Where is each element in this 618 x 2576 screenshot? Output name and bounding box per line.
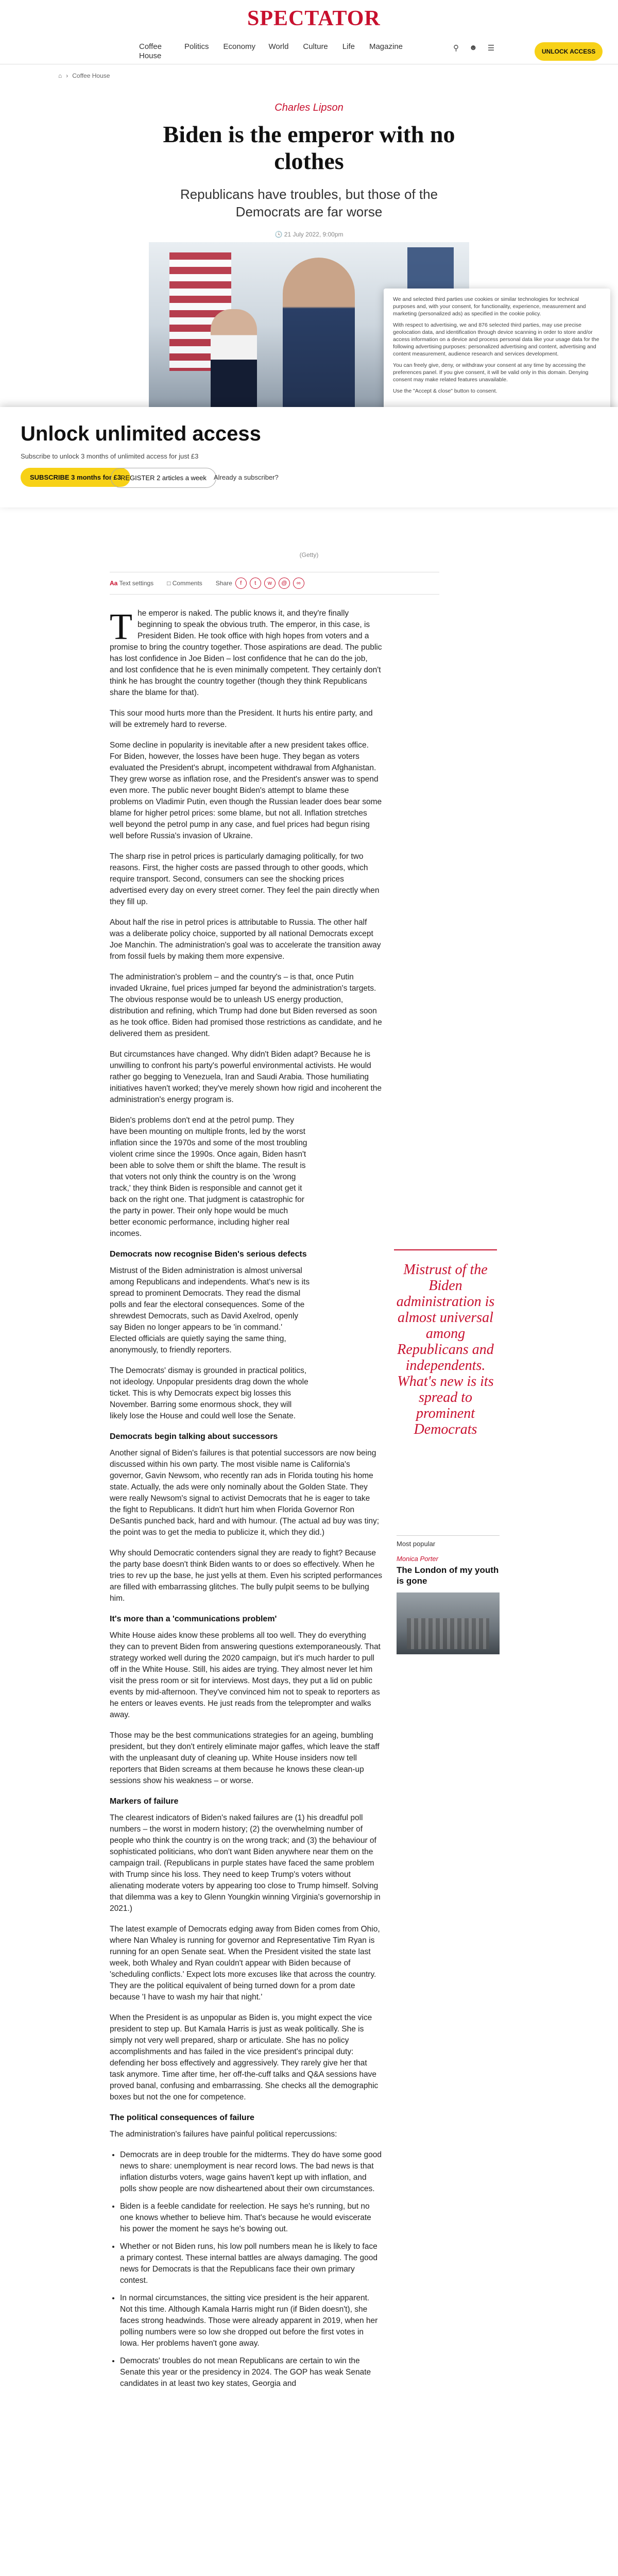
paragraph: The administration's failures have painful political repercussions: (110, 2130, 337, 2139)
subheading: Democrats now recognise Biden's serious defects (110, 1250, 307, 1259)
paragraph: Those may be the best communications strategies for an ageing, bumbling president, but they don't entirely eliminate major gaffes, which leave the staff with the unpleasant duty of cleaning up. White House insiders now tell reporters that Biden screams at them because he knows these clean-up sessions show his weakness – or worse. (110, 1731, 380, 1785)
breadcrumb (58, 72, 110, 79)
subheading: Democrats begin talking about successors (110, 1432, 278, 1441)
subheading: Markers of failure (110, 1797, 179, 1806)
nav-item-coffee-house[interactable]: Coffee House (139, 42, 162, 60)
text-settings[interactable] (110, 580, 153, 587)
article-standfirst: Republicans have troubles, but those of the Democrats are far worse (180, 187, 438, 219)
paragraph: The sharp rise in petrol prices is particularly damaging politically, for two reasons. First, the higher costs are passed through to other goods, which require transport. Second, consumers can see the shocking prices advertised every day on every street corner. They feel the pain directly when they fill up. (110, 852, 380, 906)
paragraph: The Democrats' dismay is grounded in practical politics, not ideology. Unpopular presidents drag down the whole ticket. This is why Democrats expect big losses this November. Barring some enormous shock, they will likely lose the House and could well lose the Senate. (110, 1366, 308, 1420)
paragraph: Some decline in popularity is inevitable after a new president takes office. For Biden, however, the losses have been huge. They began as voters evaluated the President's abrupt, incompetent withdrawal from Afghanistan. They grew worse as inflation rose, and the President's answer was to spend even more. The public never bought Biden's attempt to blame these problems on Vladimir Putin, even though the Russian leader does bear some blame for higher petrol prices: some blame, but not all. Inflation stretches well beyond the petrol pump in any case, and fuel prices had begun rising well before Russia's invasion of Ukraine. (110, 741, 382, 840)
subheading: The political consequences of failure (110, 2113, 254, 2122)
nav-item-life[interactable]: Life (342, 42, 355, 51)
site-logo[interactable]: SPECTATOR (247, 7, 381, 30)
share-label: Share (215, 580, 232, 587)
paragraph: Why should Democratic contenders signal they are ready to fight? Because the party base doesn't think Biden wants to or does so effectively. When he tries to rev up the base, he just yells at them. Even his scripted performances are filled with embarrassing glitches. The bully pulpit seems to be bullying him. (110, 1549, 382, 1603)
breadcrumb-section[interactable]: Coffee House (72, 72, 110, 79)
article-author[interactable]: Charles Lipson (274, 102, 344, 113)
share-bar (216, 578, 304, 589)
nav-item-politics[interactable]: Politics (184, 42, 209, 51)
twitter-icon[interactable]: t (250, 578, 261, 589)
paywall-subtitle: Subscribe to unlock 3 months of unlimited access for just £3 (21, 452, 199, 460)
paragraph: Another signal of Biden's failures is that potential successors are now being discussed within his own party. The most visible name is California's governor, Gavin Newsom, who recently ran ads in Florida touting his home state. Actually, the ads were only nominally about the Golden State. They were really Newsom's signal to activist Democrats that he is eager to take the fight to Republicans. It didn't hurt him when Florida Governor Ron DeSantis punched back, hard and with humour. (The actual ad buy was tiny; the point was to get the media to publicize it, which they did.) (110, 1449, 379, 1537)
article-date: 🕓 21 July 2022, 9:00pm (274, 231, 344, 238)
list-item: • In normal circumstances, the sitting vice president is the heir apparent. Not this time. Although Kamala Harris might run (if Biden doesn't), she faces strong headwinds. Those were already apparent in 2019, when her polling numbers were so low she dropped out before the first votes in Iowa. Her problems haven't gone away. (120, 2293, 383, 2349)
paragraph: But circumstances have changed. Why didn't Biden adapt? Because he is unwilling to confront his party's powerful environmental activists. He would rather go begging to Venezuela, Iran and Saudi Arabia. Those humiliating initiatives haven't worked; they've merely shown how rigid and incoherent the administration's energy program is. (110, 1050, 382, 1104)
comments-label: Comments (172, 580, 202, 587)
paragraph-text: he emperor is naked. The public knows it, and they're finally beginning to speak the obvious truth. The emperor, in this case, is President Biden. He took office with high hopes from voters and a promise to bring the country together. Those aspirations are dead. The public has lost confidence in Joe Biden – lost confidence that he can do the job, and lost confidence that he is even minimally competent. They certainly don't think he has brought the country together (though they think Republicans share the blame for that). (110, 609, 382, 697)
cookie-text-1: We and selected third parties use cookies or similar technologies for technical purposes and, with your consent, for functionality, experience, measurement and marketing (personalized ads) as specified in the cookie policy. (393, 296, 586, 317)
most-popular-label: Most popular (397, 1535, 500, 1548)
already-subscriber-link[interactable]: Already a subscriber? (214, 473, 279, 481)
paragraph: The clearest indicators of Biden's naked failures are (1) his dreadful poll numbers – the worst in modern history; (2) the overwhelming number of people who think the country is on the wrong track; and (3) the behaviour of sophisticated politicians, who don't want Biden anywhere near them on the campaign trail. (Republicans in purple states have faced the same problem with Trump since his loss. They need to keep Trump's voters without alienating moderate voters by appearing too close to Trump himself. Solving that dilemma was a key to Glenn Youngkin winning Virginia's governorship in 2021.) (110, 1814, 381, 1913)
comments[interactable] (167, 580, 202, 587)
cookie-text-3: You can freely give, deny, or withdraw your consent at any time by accessing the preferences panel. If you give consent, it will be valid only in this domain. Denying consent may make related features unavailable. (393, 362, 589, 383)
article-date-text: 21 July 2022, 9:00pm (284, 231, 344, 238)
comment-icon: □ (167, 580, 171, 587)
list-item: • Biden is a feeble candidate for reelection. He says he's running, but no one knows whether to believe him. That's because he would eviscerate his power the moment he says he's bowing out. (120, 2201, 383, 2235)
subheading: It's more than a 'communications problem' (110, 1615, 277, 1623)
nav-item-culture[interactable]: Culture (303, 42, 328, 51)
image-caption: (Getty) (299, 551, 319, 558)
site-header (0, 0, 618, 64)
paragraph: When the President is as unpopular as Biden is, you might expect the vice president to step up. But Kamala Harris is just as weak politically. She is simply not very well prepared, sharp or articulate. She has no policy accomplishments and has failed in the vice president's principal duty: defending her boss effectively and aggressively. They rarely give her that task anymore. Time after time, her off-the-cuff talks and Q&A sessions have proved banal, confusing and embarrassing. She checks all the demographic boxes but not the one for competence. (110, 2013, 379, 2102)
nav-item-economy[interactable]: Economy (223, 42, 256, 51)
paragraph: The administration's problem – and the country's – is that, once Putin invaded Ukraine, fuel prices jumped far beyond the administration's targets. The obvious response would be to unleash US energy production, distribution and refining, which Trump had done but Biden reversed as soon as he took office. Biden had promised those restrictions as candidate, and he delivered them as president. (110, 973, 382, 1038)
header-icons (453, 43, 494, 53)
paragraph: Biden's problems don't end at the petrol pump. They have been mounting on multiple fronts, led by the worst inflation since the 1970s and some of the most troubling violent crime since the 1990s. Once again, Biden hasn't been able to solve them or shift the blame. The result is that voters not only think the country is on the 'wrong track,' they think Biden is responsible and cannot get it back on the right one. That judgment is catastrophic for the party in power. Their only hope would be much better economic performance, including higher real incomes. (110, 1116, 307, 1238)
link-icon[interactable]: ∞ (293, 578, 304, 589)
unlock-access-button[interactable]: UNLOCK ACCESS (535, 42, 603, 61)
text-settings-icon: Aa (110, 580, 118, 587)
text-settings-label: Text settings (119, 580, 154, 587)
article-tools (110, 572, 439, 595)
menu-icon[interactable]: ☰ (487, 44, 495, 53)
subscribe-button[interactable]: SUBSCRIBE 3 months for £3 (21, 468, 130, 487)
paywall-title: Unlock unlimited access (21, 422, 261, 445)
most-popular-author[interactable]: Monica Porter (397, 1555, 438, 1563)
nav-item-magazine[interactable]: Magazine (369, 42, 403, 51)
most-popular-title[interactable]: The London of my youth is gone (397, 1565, 499, 1586)
list-item: • Democrats' troubles do not mean Republicans are certain to win the Senate this year or the presidency in 2024. The GOP has weak Senate candidates in at least two key states, Georgia and (120, 2355, 383, 2389)
register-button[interactable]: REGISTER 2 articles a week (111, 468, 216, 488)
paragraph: White House aides know these problems all too well. They do everything they can to prevent Biden from answering questions extemporaneously. That strategy worked well during the 2020 campaign, but it's much harder to pull off in the White House. Still, his aides are trying. They almost never let him visit the press room or sit for interviews. Most days, they put a lid on public events by mid-afternoon. They've convinced him not to speak to reporters as he enters or leaves events. He just reads from the teleprompter and walks away. (110, 1631, 381, 1719)
drop-cap: T (110, 606, 132, 647)
pull-quote: Mistrust of the Biden administration is almost universal among Republicans and independents. What's new is its spread to prominent Democrats (394, 1249, 497, 1437)
cookie-text-4: Use the "Accept & close" button to consent. (393, 388, 497, 394)
user-icon[interactable]: ☻ (469, 43, 477, 52)
email-icon[interactable]: @ (279, 578, 290, 589)
main-nav (139, 42, 403, 61)
paragraph: Mistrust of the Biden administration is almost universal among Republicans and independents. What's new is its spread to prominent Democrats. They read the dismal polls and fear the electoral consequences. Some of the shrewdest Democrats, such as David Axelrod, openly say Biden no longer appears to be 'in command.' Elected officials are quietly saying the same thing, anonymously, to friendly reporters. (110, 1266, 310, 1354)
most-popular (397, 1535, 500, 1654)
paywall-banner (0, 407, 618, 507)
bullet-list (120, 2149, 383, 2389)
article-headline: Biden is the emperor with no clothes (163, 121, 455, 174)
home-icon[interactable]: ⌂ (58, 72, 62, 79)
breadcrumb-separator: › (66, 72, 68, 79)
article-body (110, 608, 383, 2399)
facebook-icon[interactable]: f (235, 578, 247, 589)
paragraph (110, 608, 383, 699)
cookie-text-2: With respect to advertising, we and 876 selected third parties, may use precise geolocation data, and identification through device scanning in order to store and/or access information on a device and process personal data like your usage data for the following advertising purposes: personalized advertising and content, advertising and content measurement, audience research and services development. (393, 322, 599, 357)
paragraph: The latest example of Democrats edging away from Biden comes from Ohio, where Nan Whaley is running for governor and Representative Tim Ryan is running for an open Senate seat. When the President visited the state last week, both Whaley and Ryan couldn't appear with Biden because of 'scheduling conflicts.' Expect lots more excuses like that across the country. They are the political equivalent of being turned down for a prom date because 'I have to wash my hair that night.' (110, 1925, 380, 2002)
paragraph: This sour mood hurts more than the President. It hurts his entire party, and will be extremely hard to reverse. (110, 709, 373, 729)
search-icon[interactable]: ⚲ (453, 44, 459, 53)
list-item: • Whether or not Biden runs, his low poll numbers mean he is likely to face a primary contest. These internal battles are always damaging. The good news for Democrats is that the Republicans face their own primary contest. (120, 2241, 383, 2286)
whatsapp-icon[interactable]: w (264, 578, 276, 589)
nav-item-world[interactable]: World (268, 42, 289, 51)
paragraph: About half the rise in petrol prices is attributable to Russia. The other half was a deliberate policy choice, supported by all national Democrats except Joe Manchin. The administration's goal was to accelerate the transition away from fossil fuels by making them more expensive. (110, 918, 381, 961)
list-item: • Democrats are in deep trouble for the midterms. They do have some good news to share: unemployment is near record lows. The bad news is that inflation disturbs voters, wage gains haven't kept up with inflation, and polls show people are now disheartened about their own circumstances. (120, 2149, 383, 2195)
most-popular-thumbnail[interactable] (397, 1592, 500, 1654)
